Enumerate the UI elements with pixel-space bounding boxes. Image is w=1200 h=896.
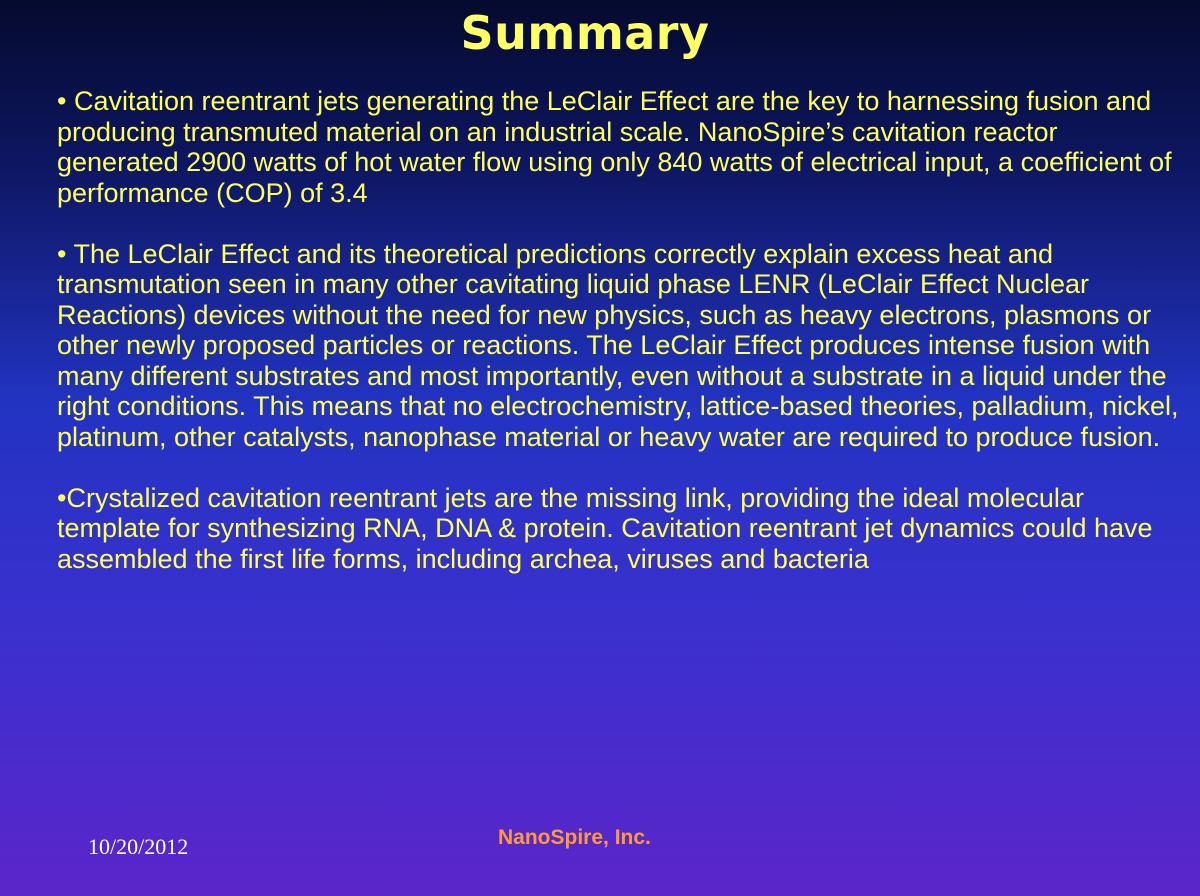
slide-footer: NanoSpire, Inc. xyxy=(498,826,651,849)
slide-body xyxy=(57,86,1182,574)
bullet-paragraph-2: • The LeClair Effect and its theoretical predictions correctly explain excess heat and transmutation seen in many other cavitating liquid phase LENR (LeClair Effect Nuclear Reactions) devices without the need for new physics, such as heavy electrons, plasmons or other newly proposed particles or reactions. The LeClair Effect produces intense fusion with many different substrates and most importantly, even without a substrate in a liquid under the right conditions. This means that no electrochemistry, lattice-based theories, palladium, nickel, platinum, other catalysts, nanophase material or heavy water are required to produce fusion. xyxy=(57,238,1179,452)
bullet-paragraph-1: • Cavitation reentrant jets generating the LeClair Effect are the key to harnessing fusion and producing transmuted material on an industrial scale. NanoSpire’s cavitation reactor generated 2900 watts of hot water flow using only 840 watts of electrical input, a coefficient of performance (COP) of 3.4 xyxy=(57,86,1172,208)
bullet-paragraph-3: •Crystalized cavitation reentrant jets are the missing link, providing the ideal molecular template for synthesizing RNA, DNA & protein. Cavitation reentrant jet dynamics could have assembled the first life forms, including archea, viruses and bacteria xyxy=(57,482,1153,574)
slide-date: 10/20/2012 xyxy=(88,834,189,859)
slide-title: Summary xyxy=(460,6,710,60)
